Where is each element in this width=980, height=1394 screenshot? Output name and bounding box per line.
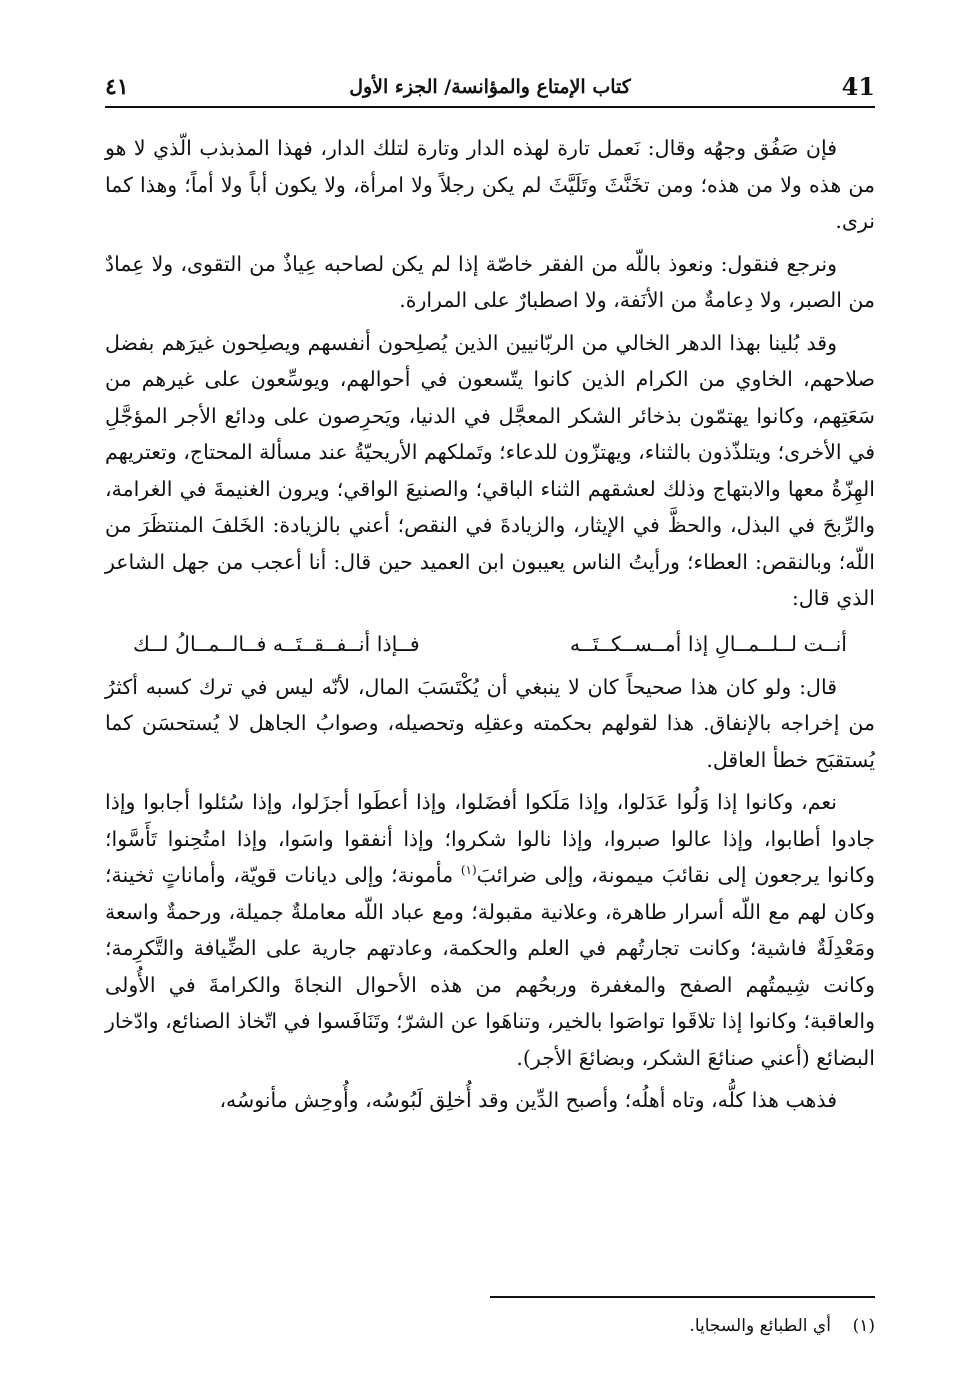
paragraph: ونرجع فنقول: ونعوذ باللّه من الفقر خاصّة إذا لم يكن لصاحبه عِياذٌ من التقوى، ولا عِمادٌ من الصبر، ولا دِعامةٌ من الأنَفة، ولا اصطبارٌ على المرارة. — [105, 251, 875, 312]
poetry-verse — [105, 623, 875, 669]
paragraph: قال: ولو كان هذا صحيحاً كان لا ينبغي أن يُكْتَسَبَ المال، لأنّه ليس في ترك كسبه أكثرُ من إخراجه بالإنفاق. هذا لقولهم بحكمته وعقلِه وتحصيله، وصوابُ الجاهل لا يُستحسَن كما يُستقبَح خطأ العاقل. — [105, 674, 875, 772]
book-page — [104, 70, 875, 1336]
main-text — [105, 130, 875, 1125]
paragraph: فإن صَفُق وجهُه وقال: نَعمل تارة لهذه الدار وتارة لتلك الدار، فهذا المذبذب الّذي لا هو من هذه ولا من هذه؛ ومن تخَنَّثَ وتَلَيَّثَ لم يكن رجلاً ولا امرأة، ولا يكون أباً ولا أماً؛ وهذا كما نرى. — [105, 136, 875, 233]
footnote-marker: (١) — [852, 1316, 875, 1336]
footnote — [689, 1312, 875, 1340]
footnote-reference[interactable]: (١) — [460, 863, 477, 878]
paragraph: وقد بُلينا بهذا الدهر الخالي من الربّانيين الذين يُصلِحون أنفسهم ويصلِحون غيرَهم بفضل صلاحهم، الخاوي من الكرام الذين كانوا يتّسعون في أحوالهم، ويوسِّعون على غيرهم من سَعَتِهم، وكانوا يهتمّون بذخائر الشكر المعجَّل في الدنيا، ويَحرِصون على ودائع الأجر المؤجَّلِ في الأخرى؛ ويتلذّذون بالثناء، ويهتزّون للدعاء؛ وتَملكهم الأريحيّةُ عند مسألة المحتاج، وتعتريهم الهِزّةُ معها والابتهاج وذلك لعشقهم الثناء الباقي؛ والصنيعَ الواقي؛ ويرون الغنيمةَ في الغرامة، والرِّبحَ في البذل، والحظَّ في الإيثار، والزيادةَ في النقص؛ أعني بالزيادة: الخَلفَ المنتظَرَ من اللّه؛ وبالنقص: العطاء؛ ورأيتُ الناس يعيبون ابن العميد حين قال: أنا أعجب من جهل الشاعر الذي قال: — [104, 330, 875, 610]
header-rule — [105, 106, 875, 108]
footnote-text: أي الطبائع والسجايا. — [689, 1316, 831, 1336]
verse-second-hemistich: فــإذا أنــفــقــتَــه فــالــمــالُ لــك — [133, 631, 420, 656]
page-number-latin: 41 — [841, 72, 875, 101]
running-header — [105, 70, 875, 104]
footnote-rule — [490, 1296, 875, 1298]
verse-first-hemistich: أنــت لــلــمــالِ إذا أمــســكــتَــه — [569, 631, 847, 656]
paragraph: فذهب هذا كلُّه، وتاه أهلُه؛ وأصبح الدِّين وقد أُخلِق لَبُوسُه، وأُوحِش مأنوسُه، — [219, 1088, 837, 1112]
paragraph-text: نعم، وكانوا إذا وَلُوا عَدَلوا، وإذا مَلَكوا أفضَلوا، وإذا أعطَوا أجزَلوا، وإذا سُئلوا أجابوا وإذا جادوا أطابوا، وإذا عالوا صبروا، وإذا نالوا شكروا؛ وإذا أنفقوا واسَوا، وإذا امتُحِنوا تَأَسَّوا؛ وكانوا يرجعون إلى نقائبَ ميمونة، وإلى ضرائبَ — [105, 790, 875, 887]
paragraph-with-footnote — [105, 784, 875, 1076]
running-title: كتاب الإمتاع والمؤانسة/ الجزء الأول — [349, 76, 631, 98]
page-number-arabic: ٤١ — [105, 74, 129, 100]
paragraph-text: مأمونة؛ وإلى ديانات قويّة، وأماناتٍ ثخينة؛ وكان لهم مع اللّه أسرار طاهرة، وعلانية مقبولة؛ ومع عباد اللّه معاملةٌ جميلة، ورحمةٌ واسعة ومَعْدِلَةٌ فاشية؛ وكانت تجارتُهم في العلم والحكمة، وعادتهم جارية على الضِّيافة والتَّكرِمة؛ وكانت شِيمتُهم الصفح والمغفرة وربحُهم من هذه الأحوال النجاةَ والكرامةَ في الأُولى والعاقبة؛ وكانوا إذا تلاقَوا تواصَوا بالخير، وتناهَوا عن الشرّ؛ وتَنَافَسوا في اتّخاذ الصنائع، وادّخار البضائع (أعني صنائعَ الشكر، وبضائعَ الأجر). — [105, 863, 875, 1070]
